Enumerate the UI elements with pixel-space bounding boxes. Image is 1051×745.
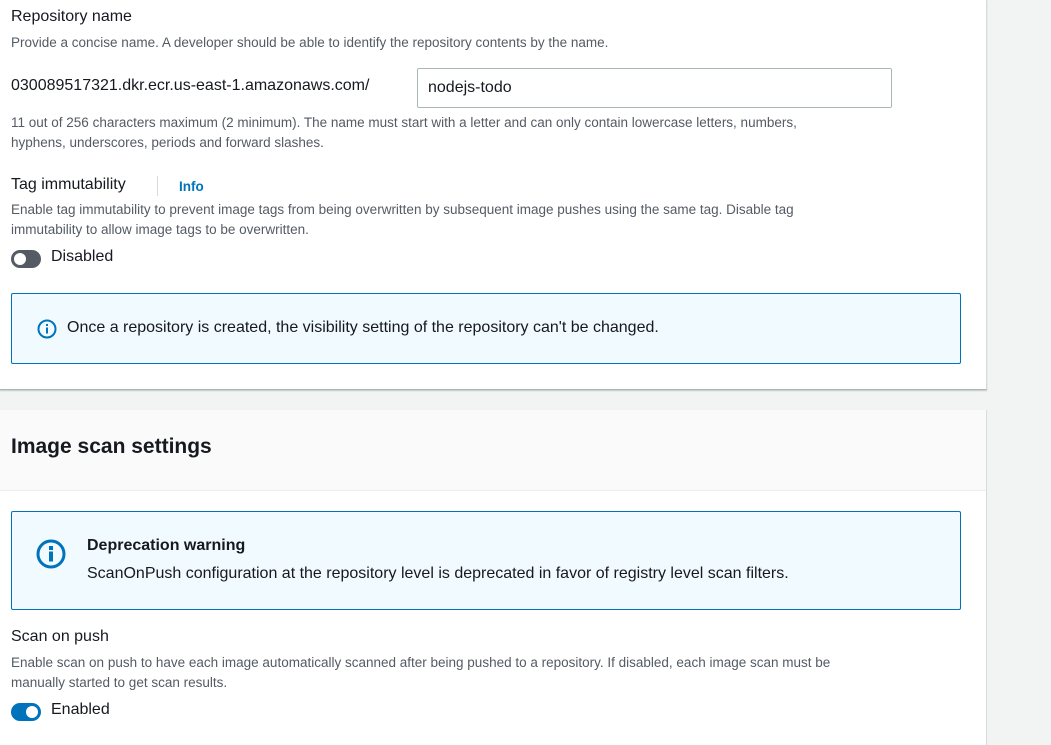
tag-immutability-description-line2: immutability to allow image tags to be overwritten. bbox=[11, 222, 309, 237]
visibility-info-alert bbox=[11, 293, 961, 364]
scan-on-push-label: Scan on push bbox=[11, 628, 109, 645]
info-icon bbox=[37, 319, 57, 339]
repository-name-input[interactable] bbox=[417, 68, 892, 108]
tag-immutability-toggle-label: Disabled bbox=[51, 248, 114, 265]
repository-uri-prefix: 030089517321.dkr.ecr.us-east-1.amazonaws.com/ bbox=[11, 77, 370, 94]
toggle-knob bbox=[26, 706, 38, 718]
visibility-alert-text: Once a repository is created, the visibility setting of the repository can't be changed. bbox=[67, 319, 659, 336]
deprecation-warning-title: Deprecation warning bbox=[87, 537, 246, 554]
scan-on-push-toggle[interactable] bbox=[11, 703, 41, 721]
toggle-knob bbox=[14, 253, 26, 265]
info-divider bbox=[157, 176, 158, 196]
image-scan-settings-panel bbox=[0, 410, 987, 745]
scan-on-push-toggle-label: Enabled bbox=[51, 701, 110, 718]
general-settings-panel bbox=[0, 0, 987, 390]
tag-immutability-toggle[interactable] bbox=[11, 250, 41, 268]
tag-immutability-label: Tag immutability bbox=[11, 176, 126, 193]
scan-on-push-description-line1: Enable scan on push to have each image automatically scanned after being pushed to a repository. If disabled, each image scan must be bbox=[11, 655, 831, 670]
image-scan-settings-header bbox=[0, 410, 986, 491]
info-icon bbox=[36, 539, 66, 569]
section-title: Image scan settings bbox=[11, 435, 212, 458]
repository-name-constraint-line2: hyphens, underscores, periods and forward slashes. bbox=[11, 135, 324, 150]
scan-on-push-description-line2: manually started to get scan results. bbox=[11, 675, 228, 690]
deprecation-warning-text: ScanOnPush configuration at the repository level is deprecated in favor of registry level scan filters. bbox=[87, 565, 789, 582]
repository-name-label: Repository name bbox=[11, 8, 132, 25]
tag-immutability-info-link[interactable]: Info bbox=[179, 179, 204, 194]
tag-immutability-description-line1: Enable tag immutability to prevent image tags from being overwritten by subsequent image pushes using the same tag. Disable tag bbox=[11, 202, 794, 217]
deprecation-warning-alert bbox=[11, 511, 961, 610]
repository-name-description: Provide a concise name. A developer should be able to identify the repository contents by the name. bbox=[11, 35, 609, 50]
repository-name-constraint-line1: 11 out of 256 characters maximum (2 minimum). The name must start with a letter and can only contain lowercase letters, numbers, bbox=[11, 115, 797, 130]
